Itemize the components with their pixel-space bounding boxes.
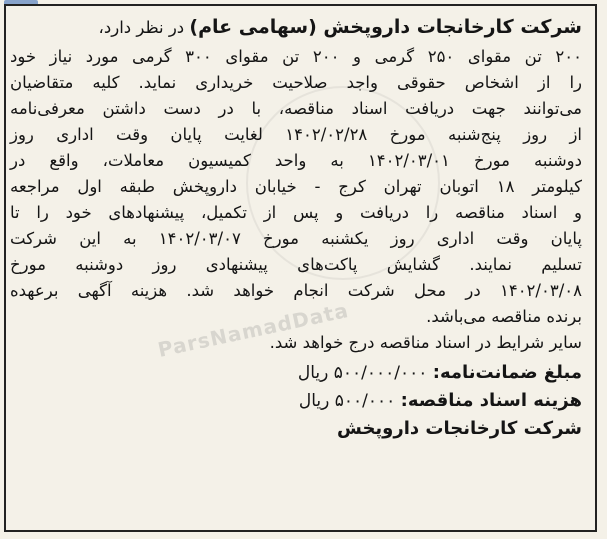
company-name: شرکت کارخانجات داروپخش (سهامی عام) bbox=[189, 16, 582, 38]
body-line: تسلیم نمایند. گشایش پاکت‌های پیشنهادی روز دوشنبه مورخ bbox=[10, 255, 582, 274]
body-line: ۱۴۰۲/۰۳/۰۸ در محل شرکت انجام خواهد شد. هزینه آگهی برعهده bbox=[10, 281, 582, 300]
watermark-text: ParsNamadData bbox=[155, 298, 351, 362]
guarantee-label: مبلغ ضمانت‌نامه: bbox=[432, 362, 582, 383]
body-line: کیلومتر ۱۸ اتوبان تهران کرج - خیابان داروپخش طبقه اول مراجعه bbox=[10, 177, 582, 196]
body-line: برنده مناقصه می‌باشد. bbox=[426, 307, 582, 326]
doc-cost-value: ۵۰۰/۰۰۰ ریال bbox=[298, 391, 401, 411]
body-line: و اسناد مناقصه را دریافت و پس از تکمیل، پیشنهادهای خود را تا bbox=[10, 203, 582, 222]
body-line: ۲۰۰ تن مقوای ۲۵۰ گرمی و ۲۰۰ تن مقوای ۳۰۰ گرمی مورد نیاز خود bbox=[10, 47, 582, 66]
headline-rest: در نظر دارد، bbox=[98, 18, 190, 37]
body-line: می‌توانند جهت دریافت اسناد مناقصه، با در دست داشتن معرفی‌نامه bbox=[10, 99, 582, 118]
guarantee-row bbox=[10, 360, 582, 386]
body-line: از روز پنج‌شنبه مورخ ۱۴۰۲/۰۲/۲۸ لغایت پایان وقت اداری روز bbox=[10, 125, 582, 144]
body-line: را از اشخاص حقوقی واجد صلاحیت خریداری نماید. کلیه متقاضیان bbox=[10, 73, 582, 92]
body-line: سایر شرایط در اسناد مناقصه درج خواهد شد. bbox=[269, 333, 582, 352]
ad-headline bbox=[10, 14, 582, 41]
doc-cost-row bbox=[10, 388, 582, 414]
body-line: پایان وقت اداری روز یکشنبه مورخ ۱۴۰۲/۰۳/۰۷ به این شرکت bbox=[10, 229, 582, 248]
guarantee-value: ۵۰۰/۰۰۰/۰۰۰ ریال bbox=[297, 363, 433, 383]
body-line: دوشنبه مورخ ۱۴۰۲/۰۳/۰۱ به واحد کمیسیون معاملات، واقع در bbox=[10, 151, 582, 170]
doc-cost-label: هزینه اسناد مناقصه: bbox=[400, 390, 582, 411]
signature: شرکت کارخانجات داروپخش bbox=[337, 418, 582, 439]
